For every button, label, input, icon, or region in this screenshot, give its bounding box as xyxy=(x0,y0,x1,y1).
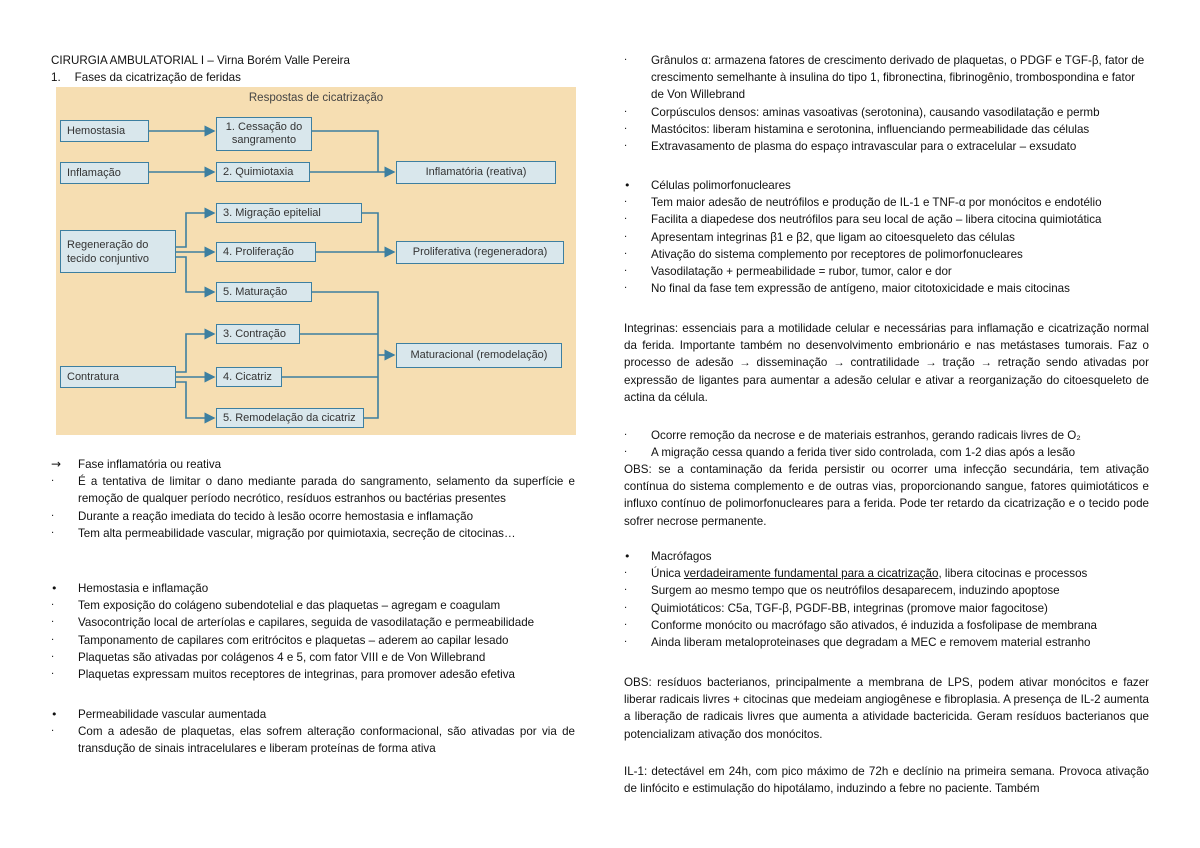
obs-contaminacao-paragraph: OBS: se a contaminação da ferida persistir ou ocorrer uma infecção secundária, tem ativação contínua do sistema complemento e de outras vias, proporcionando sangue, fatores quimiotáticos e influxo contínuo de polimorfonucleares para a ferida. Pode ter retardo da cicatrização e o tecido pode sofrer necrose permanente. xyxy=(624,463,1149,528)
list-item: · Grânulos α: armazena fatores de crescimento derivado de plaquetas, o PDGF e TGF-β, fator de crescimento semelhante à insulina do tipo 1, fibronectina, fibrinogênio, trombospondina e fator de Von Willebrand xyxy=(624,54,1145,102)
list-item: · Tem maior adesão de neutrófilos e produção de IL-1 e TNF-α por monócitos e endotélio xyxy=(624,194,1149,211)
fase-inflamatoria-block xyxy=(51,456,575,542)
small-bullet-icon: · xyxy=(624,231,628,243)
list-item: · É a tentativa de limitar o dano mediante parada do sangramento, selamento da superfície e remoção de qualquer período necrótico, resíduos estranhos ou bactérias presentes xyxy=(51,475,575,506)
small-bullet-icon: · xyxy=(51,634,55,646)
small-bullet-icon: · xyxy=(624,637,628,649)
step-cessacao: 1. Cessação do sangramento xyxy=(216,117,312,151)
hemostasia-block xyxy=(51,580,575,683)
list-item: · Conforme monócito ou macrófago são ativados, é induzida a fosfolipase de membrana xyxy=(624,617,1149,634)
bullet-icon: • xyxy=(624,550,631,563)
remocao-list xyxy=(624,427,1149,461)
il1-paragraph: IL-1: detectável em 24h, com pico máximo de 72h e declínio na primeira semana. Provoca ativação de linfócito e estimulação do hipotálamo, induzindo a febre no paciente. Também xyxy=(624,765,1149,796)
polimorfonucleares-block xyxy=(624,177,1149,297)
source-inflamacao: Inflamação xyxy=(60,162,149,184)
small-bullet-icon: · xyxy=(51,726,55,738)
small-bullet-icon: · xyxy=(51,617,55,629)
list-item: · Tem exposição do colágeno subendotelial e das plaquetas – agregam e coagulam xyxy=(51,597,575,614)
list-item: · Mastócitos: liberam histamina e serotonina, influenciando permeabilidade das células xyxy=(624,121,1149,138)
small-bullet-icon: · xyxy=(624,430,628,441)
list-item: · No final da fase tem expressão de antígeno, maior citotoxicidade e mais citocinas xyxy=(624,280,1149,297)
list-item: · Plaquetas expressam muitos receptores de integrinas, para promover adesão efetiva xyxy=(51,666,575,683)
step-contracao: 3. Contração xyxy=(216,324,300,344)
list-item: · A migração cessa quando a ferida tiver sido controlada, com 1-2 dias após a lesão xyxy=(624,444,1149,461)
connector-arrow xyxy=(176,382,214,418)
list-item: · Extravasamento de plasma do espaço intravascular para o extracelular – exsudato xyxy=(624,138,1149,155)
small-bullet-icon: · xyxy=(624,106,628,118)
connector-line xyxy=(312,131,378,172)
source-regeneracao: Regeneração do tecido conjuntivo xyxy=(60,230,176,273)
arrow-icon: → xyxy=(51,457,62,471)
bullet-icon: • xyxy=(624,179,631,192)
diagram-title: Respostas de cicatrização xyxy=(248,92,384,104)
list-item: · Apresentam integrinas β1 e β2, que ligam ao citoesqueleto das células xyxy=(624,229,1149,246)
list-item: · Tamponamento de capilares com eritrócitos e plaquetas – aderem ao capilar lesado xyxy=(51,632,575,649)
step-quimiotaxia: 2. Quimiotaxia xyxy=(216,162,310,182)
macrofagos-block xyxy=(624,548,1149,651)
phase-maturacional: Maturacional (remodelação) xyxy=(396,343,562,368)
step-maturacao: 5. Maturação xyxy=(216,282,312,302)
list-item: · Vasodilatação + permeabilidade = rubor, tumor, calor e dor xyxy=(624,263,1149,280)
list-heading: → Fase inflamatória ou reativa xyxy=(51,456,575,473)
list-heading: • Hemostasia e inflamação xyxy=(51,580,575,597)
small-bullet-icon: · xyxy=(51,510,55,522)
list-item: · Ocorre remoção da necrose e de materiais estranhos, gerando radicais livres de O₂ xyxy=(624,427,1149,444)
step-proliferacao: 4. Proliferação xyxy=(216,242,316,262)
connector-arrow xyxy=(176,213,214,247)
small-bullet-icon: · xyxy=(51,651,55,663)
small-bullet-icon: · xyxy=(624,283,628,295)
small-bullet-icon: · xyxy=(624,141,628,153)
bullet-icon: • xyxy=(51,708,58,721)
small-bullet-icon: · xyxy=(624,585,628,597)
small-bullet-icon: · xyxy=(624,55,628,66)
small-bullet-icon: · xyxy=(624,568,628,580)
small-bullet-icon: · xyxy=(624,214,628,226)
list-item: · Plaquetas são ativadas por colágenos 4 e 5, com fator VIII e de Von Willebrand xyxy=(51,649,575,666)
small-bullet-icon: · xyxy=(624,602,628,614)
source-hemostasia: Hemostasia xyxy=(60,120,149,142)
document-header: CIRURGIA AMBULATORIAL I – Virna Borém Valle Pereira xyxy=(51,54,350,67)
phase-inflamatoria: Inflamatória (reativa) xyxy=(396,161,556,184)
list-heading: • Permeabilidade vascular aumentada xyxy=(51,706,575,723)
small-bullet-icon: · xyxy=(624,248,628,260)
small-bullet-icon: · xyxy=(51,600,55,612)
integrinas-paragraph: Integrinas: essenciais para a motilidade celular e necessárias para inflamação e cicatrização normal da ferida. Importante também no desenvolvimento embrionário e nas metástases tumorais. Faz o processo de adesão → disseminação → contratilidade → tração → retração sendo ativadas por expressão de ligantes para aumentar a adesão celular e ativar a reorganização do citoesqueleto de actina da célula. xyxy=(624,322,1149,404)
bullet-icon: • xyxy=(51,582,58,595)
list-item: · Única verdadeiramente fundamental para a cicatrização, libera citocinas e processos xyxy=(624,565,1149,582)
list-heading: • Macrófagos xyxy=(624,548,1149,565)
connector-arrow xyxy=(176,334,214,372)
list-item: · Facilita a diapedese dos neutrófilos para seu local de ação – libera citocina quimiotática xyxy=(624,211,1149,228)
small-bullet-icon: · xyxy=(624,266,628,278)
small-bullet-icon: · xyxy=(51,476,55,488)
connector-arrow xyxy=(176,257,214,292)
list-item: · Surgem ao mesmo tempo que os neutrófilos desaparecem, induzindo apoptose xyxy=(624,582,1149,599)
list-item: · Ativação do sistema complemento por receptores de polimorfonucleares xyxy=(624,246,1149,263)
list-item: · Vasocontrição local de arteríolas e capilares, seguida de vasodilatação e permeabilidade xyxy=(51,614,575,631)
connector-line xyxy=(362,213,378,252)
list-item: · Com a adesão de plaquetas, elas sofrem alteração conformacional, são ativadas por via de transdução de sinais intracelulares e liberam proteínas de forma ativa xyxy=(51,725,575,756)
connector-line xyxy=(312,292,378,418)
step-cicatriz: 4. Cicatriz xyxy=(216,367,282,387)
small-bullet-icon: · xyxy=(51,669,55,681)
list-item: · Durante a reação imediata do tecido à lesão ocorre hemostasia e inflamação xyxy=(51,508,575,525)
small-bullet-icon: · xyxy=(51,527,55,539)
section-title: Fases da cicatrização de feridas xyxy=(74,71,241,84)
list-heading: • Células polimorfonucleares xyxy=(624,177,1149,194)
phase-proliferativa: Proliferativa (regeneradora) xyxy=(396,241,564,264)
list-item: · Corpúsculos densos: aminas vasoativas (serotonina), causando vasodilatação e permb xyxy=(624,104,1149,121)
section-heading xyxy=(51,69,241,86)
obs-residuos-paragraph: OBS: resíduos bacterianos, principalmente a membrana de LPS, podem ativar monócitos e fazer liberar radicais livres + citocinas que medeiam angiogênese e fibroplasia. A presença de IL-2 aumenta a liberação de radicais livres que aumenta a atividade bactericida. Geram resíduos bacterianos que potencializam ativação dos monócitos. xyxy=(624,676,1149,741)
small-bullet-icon: · xyxy=(624,123,628,135)
small-bullet-icon: · xyxy=(624,619,628,631)
step-remodelacao: 5. Remodelação da cicatriz xyxy=(216,408,364,428)
list-item: · Ainda liberam metaloproteinases que degradam a MEC e removem material estranho xyxy=(624,634,1149,651)
section-number: 1. xyxy=(51,71,61,84)
healing-responses-diagram xyxy=(56,87,576,435)
platelet-list xyxy=(624,52,1149,155)
list-item: · Quimiotáticos: C5a, TGF-β, PGDF-BB, integrinas (promove maior fagocitose) xyxy=(624,600,1149,617)
small-bullet-icon: · xyxy=(624,197,628,209)
source-contratura: Contratura xyxy=(60,366,176,388)
step-migracao-epitelial: 3. Migração epitelial xyxy=(216,203,362,223)
small-bullet-icon: · xyxy=(624,447,628,459)
list-item: · Tem alta permeabilidade vascular, migração por quimiotaxia, secreção de citocinas… xyxy=(51,525,575,542)
permeabilidade-block xyxy=(51,706,575,758)
